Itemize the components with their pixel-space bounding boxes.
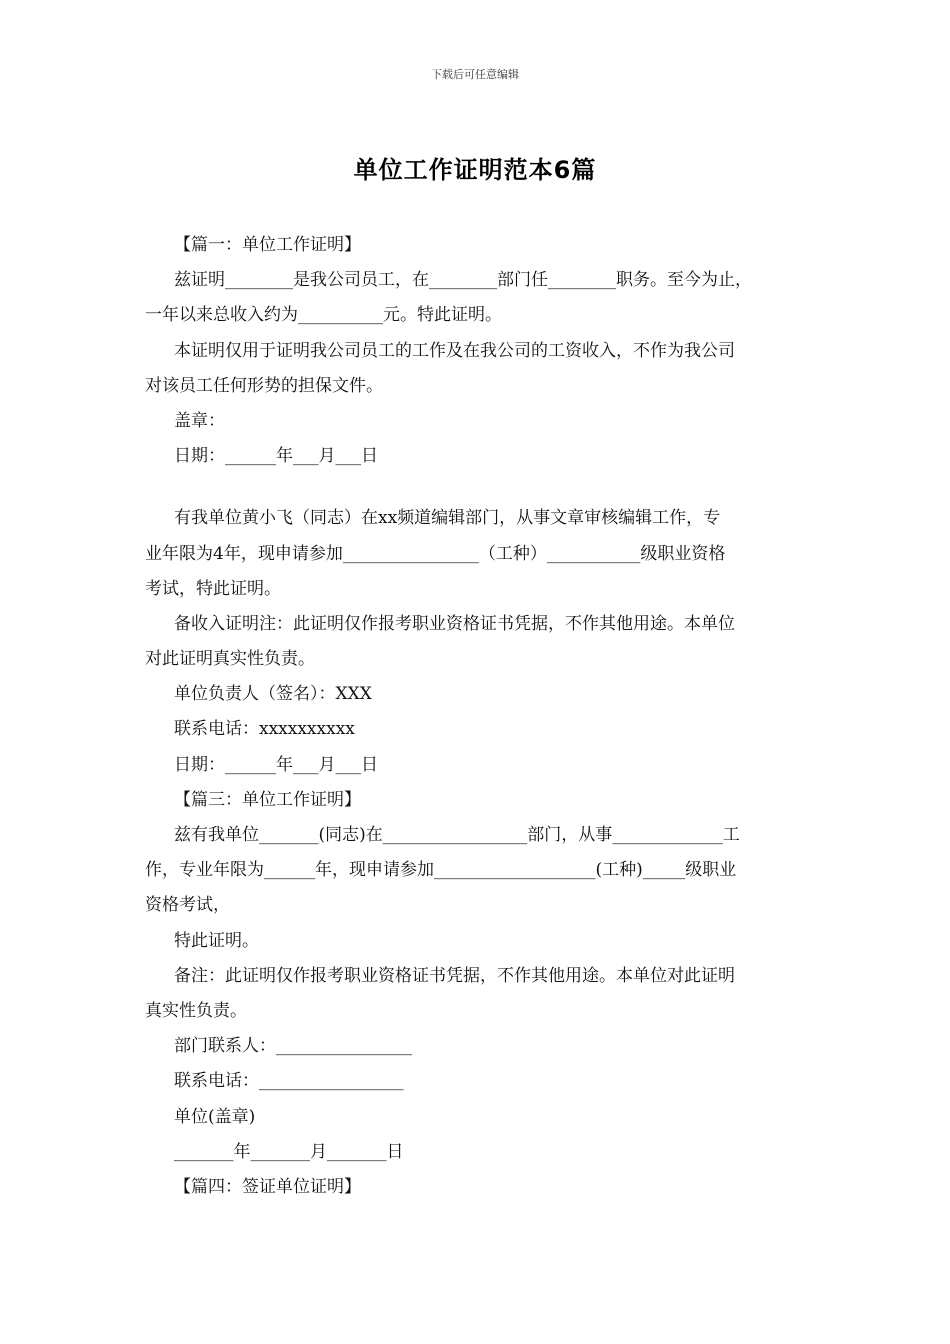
paragraph-line: 本证明仅用于证明我公司员工的工作及在我公司的工资收入，不作为我公司 [174, 340, 735, 361]
seal-label: 单位(盖章) [174, 1106, 256, 1127]
signature-line: 单位负责人（签名）：XXX [174, 684, 372, 705]
paragraph-line: 一年以来总收入约为__________元。特此证明。 [145, 305, 502, 326]
paragraph-line: 对该员工任何形势的担保文件。 [145, 375, 383, 396]
contact-person-line: 部门联系人：________________ [174, 1036, 412, 1057]
paragraph-line: 真实性负责。 [145, 1000, 247, 1021]
section-gap [145, 474, 815, 501]
phone-line: 联系电话：xxxxxxxxxx [174, 719, 355, 740]
date-line: _______年_______月_______日 [174, 1141, 404, 1162]
seal-label: 盖章： [174, 410, 225, 431]
paragraph-line: 备收入证明注：此证明仅作报考职业资格证书凭据，不作其他用途。本单位 [174, 613, 735, 634]
paragraph-line: 资格考试， [145, 895, 230, 916]
document-body [145, 228, 815, 1205]
date-line: 日期：______年___月___日 [174, 754, 378, 775]
paragraph-line: 备注：此证明仅作报考职业资格证书凭据，不作其他用途。本单位对此证明 [174, 965, 735, 986]
paragraph-line: 兹有我单位_______(同志)在_________________部门，从事_____________工 [174, 825, 740, 845]
paragraph-line: 特此证明。 [174, 930, 259, 951]
paragraph-line: 考试，特此证明。 [145, 578, 281, 599]
paragraph-line: 作，专业年限为______年，现申请参加___________________(工种)_____级职业 [145, 860, 737, 881]
paragraph-line: 有我单位黄小飞（同志）在xx频道编辑部门，从事文章审核编辑工作，专 [174, 508, 721, 529]
header-note: 下载后可任意编辑 [431, 68, 519, 81]
section-heading-3: 【篇三：单位工作证明】 [174, 789, 361, 810]
section-heading-4: 【篇四：签证单位证明】 [174, 1176, 361, 1197]
document-title: 单位工作证明范本6篇 [353, 156, 597, 184]
paragraph-line: 对此证明真实性负责。 [145, 649, 315, 670]
section-heading-1: 【篇一：单位工作证明】 [174, 235, 361, 255]
paragraph-line: 业年限为4年，现申请参加________________（工种）___________级职业资格 [145, 543, 726, 564]
phone-line: 联系电话：_________________ [174, 1071, 404, 1092]
paragraph-line: 兹证明________是我公司员工，在________部门任________职务。至今为止， [174, 270, 752, 291]
date-line: 日期：______年___月___日 [174, 446, 378, 467]
